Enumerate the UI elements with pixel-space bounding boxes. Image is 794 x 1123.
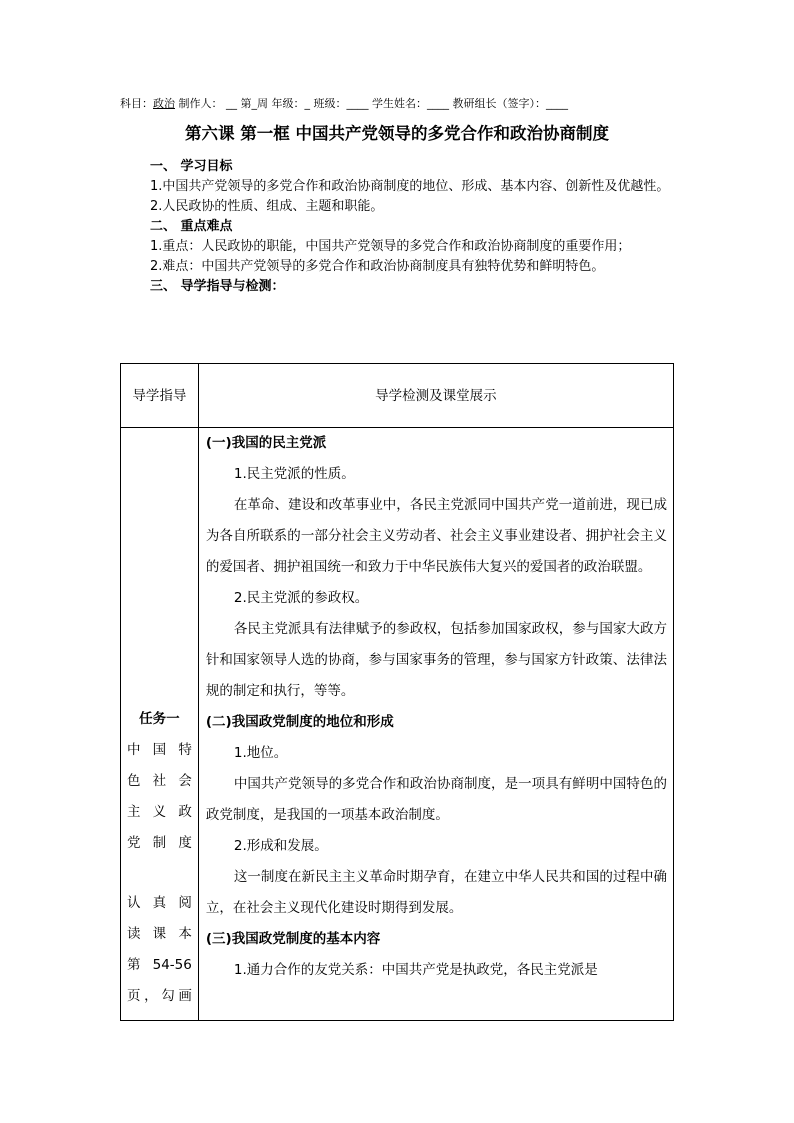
topic-line: 色社会 [127, 773, 192, 789]
content-paragraph: 各民主党派具有法律赋予的参政权，包括参加国家政权，参与国家大政方针和国家领导人选的协商，参与国家事务的管理，参与国家方针政策、法律法规的制定和执行，等等。 [205, 621, 667, 699]
guide-line: 读课本 [127, 926, 192, 942]
task-column [121, 428, 199, 1021]
section-heading-guide: 三、 导学指导与检测： [150, 279, 285, 294]
student-label: 学生姓名：____ [372, 97, 449, 110]
content-paragraph: 这一制度在新民主主义革命时期孕育，在建立中华人民共和国的过程中确立，在社会主义现代化建设时期得到发展。 [205, 869, 667, 916]
topic-line: 主义政 [127, 804, 192, 820]
content-paragraph: 2.民主党派的参政权。 [233, 590, 369, 606]
content-paragraph: 1.地位。 [233, 745, 288, 761]
topic-line: 党制度 [127, 835, 192, 851]
guide-table [120, 363, 674, 1021]
content-heading: (二)我国政党制度的地位和形成 [205, 714, 394, 730]
section-heading-goals: 一、 学习目标 [150, 159, 233, 174]
goal-item: 1.中国共产党领导的多党合作和政治协商制度的地位、形成、基本内容、创新性及优越性。 [150, 179, 670, 194]
keypoint-item: 1.重点：人民政协的职能，中国共产党领导的多党合作和政治协商制度的重要作用； [150, 239, 631, 254]
content-heading: (三)我国政党制度的基本内容 [205, 931, 381, 947]
guide-line: 页，勾画 [127, 988, 192, 1004]
leader-label: 教研组长（签字）：____ [452, 97, 568, 110]
content-paragraph: 中国共产党领导的多党合作和政治协商制度，是一项具有鲜明中国特色的政党制度，是我国的一项基本政治制度。 [205, 776, 667, 823]
topic-line: 中国特 [127, 742, 192, 758]
subject-label: 科目： [120, 97, 153, 110]
content-paragraph: 1.民主党派的性质。 [233, 466, 355, 482]
content-paragraph: 在革命、建设和改革事业中，各民主党派同中国共产党一道前进，现已成为各自所联系的一部分社会主义劳动者、社会主义事业建设者、拥护社会主义的爱国者、拥护祖国统一和致力于中华民族伟大复兴的爱国者的政治联盟。 [205, 497, 667, 575]
class-label: 班级：____ [313, 97, 369, 110]
task-label: 任务一 [139, 711, 180, 727]
document-header: 科目：政治 制作人： __ 第_周 年级：_ 班级：____ 学生姓名：____ 教研组长（签字）：____ [120, 97, 568, 110]
content-column [198, 428, 673, 1021]
guide-line: 第54-56 [127, 957, 192, 973]
content-heading: (一)我国的民主党派 [205, 435, 327, 451]
section-heading-keypoints: 二、 重点难点 [150, 219, 233, 234]
grade-label: 年级：_ [271, 97, 310, 110]
table-header-guide: 导学指导 [121, 364, 199, 428]
maker-label: 制作人： [178, 97, 223, 110]
subject-value: 政治 [153, 97, 175, 110]
keypoint-item: 2.难点：中国共产党领导的多党合作和政治协商制度具有独特优势和鲜明特色。 [150, 259, 605, 274]
goal-item: 2.人民政协的性质、组成、主题和职能。 [150, 199, 384, 214]
guide-line: 认真阅 [127, 895, 192, 911]
page-title: 第六课 第一框 中国共产党领导的多党合作和政治协商制度 [185, 124, 609, 143]
table-header-check: 导学检测及课堂展示 [198, 364, 673, 428]
content-paragraph: 2.形成和发展。 [233, 838, 328, 854]
intro-sections [120, 157, 676, 297]
content-paragraph: 1.通力合作的友党关系：中国共产党是执政党，各民主党派是 [233, 962, 598, 978]
week-label: 第_周 [240, 97, 268, 110]
